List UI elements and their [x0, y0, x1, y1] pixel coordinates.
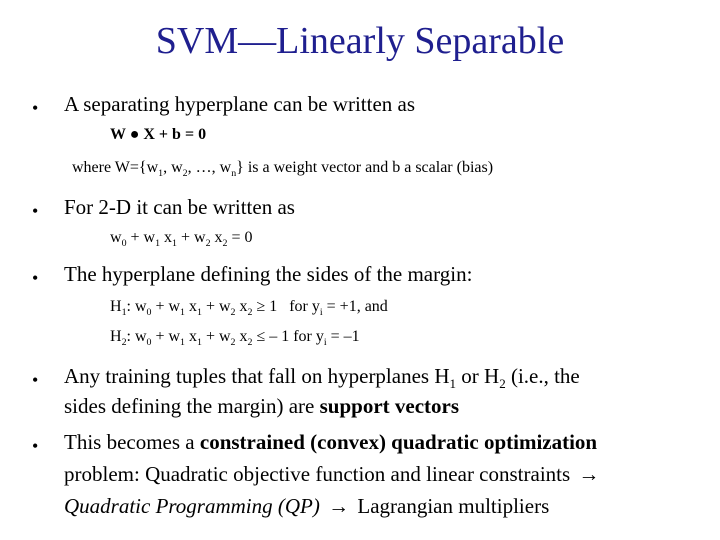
eq-term: x — [185, 298, 197, 315]
eq-subscript: 2 — [121, 337, 127, 349]
bullet-1-text: A separating hyperplane can be written as — [64, 92, 416, 116]
eq-subscript: 2 — [247, 307, 253, 319]
bullet-4-line-1: Any training tuples that fall on hyperplanes $H_1$ or $H_2$ (i.e., the — [64, 364, 580, 392]
qp-term: Quadratic Programming (QP) — [64, 494, 320, 518]
slide-title: SVM—Linearly Separable — [155, 20, 565, 62]
eq-term: ≥ 1 for y — [252, 298, 320, 315]
eq-subscript: 2 — [247, 337, 253, 349]
eq-subscript: 2 — [230, 307, 236, 319]
eq-term: x — [235, 298, 248, 315]
bullet-2-dot: • — [32, 201, 39, 221]
eq-subscript: i — [323, 337, 327, 349]
eq-subscript: 0 — [146, 337, 152, 349]
eq-subscript: 1 — [180, 307, 185, 319]
bullet-5-line-2: problem: Quadratic objective function and linear constraints → — [64, 462, 600, 486]
2d-equation — [110, 229, 253, 250]
bullet-4-dot: • — [32, 370, 39, 390]
constrained-qp-term: constrained (convex) quadratic optimization — [199, 430, 598, 454]
eq-term: x — [235, 328, 248, 345]
eq-term: + w — [201, 298, 231, 315]
eq-term: : w — [126, 328, 147, 345]
eq-subscript: 2 — [222, 238, 228, 250]
eq-subscript: 1 — [197, 337, 202, 349]
eq-term: x — [160, 229, 173, 246]
bullet-4-line-2: sides defining the margin) are support vectors — [64, 394, 460, 418]
eq-subscript: 1 — [197, 307, 202, 319]
eq-term: + w — [151, 328, 181, 345]
eq-subscript: 1 — [155, 238, 161, 250]
eq-subscript: 1 — [180, 337, 185, 349]
eq-term: = 0 — [227, 229, 253, 246]
eq-term: x — [185, 328, 197, 345]
support-vectors-term: support vectors — [319, 394, 460, 418]
bullet-5-dot: • — [32, 436, 39, 456]
eq-term: : w — [126, 298, 147, 315]
hyperplane-equation: W ● X + b = 0 — [110, 126, 207, 143]
eq-subscript: 1 — [121, 307, 127, 319]
eq-subscript: 2 — [230, 337, 236, 349]
eq-term: w — [110, 229, 122, 246]
eq-term: H — [110, 328, 122, 345]
eq-term: x — [210, 229, 223, 246]
weight-vector-definition: where $W=\{w_1$, $w_2$, …, $w_n$} is a weight vector and b a scalar (bias) — [72, 159, 494, 180]
eq-subscript: i — [319, 307, 323, 319]
h2-equation — [110, 328, 360, 349]
eq-subscript: 0 — [121, 238, 127, 250]
eq-term: ≤ – 1 for y — [252, 328, 324, 345]
bullet-1-dot: • — [32, 98, 39, 118]
h1-equation — [110, 298, 388, 319]
eq-subscript: 1 — [172, 238, 177, 250]
bullet-3-dot: • — [32, 268, 39, 288]
eq-term: + w — [151, 298, 181, 315]
right-arrow-icon: → — [328, 494, 350, 518]
bullet-3-text: The hyperplane defining the sides of the margin: — [64, 262, 473, 286]
eq-term: = +1, and — [322, 298, 388, 315]
eq-term: + w — [126, 229, 156, 246]
right-arrow-icon: → — [578, 462, 600, 486]
bullet-2-text: For 2-D it can be written as — [64, 195, 295, 219]
eq-subscript: 0 — [146, 307, 152, 319]
eq-subscript: 2 — [205, 238, 211, 250]
bullet-5-line-3: Quadratic Programming (QP) → Lagrangian multipliers — [64, 494, 550, 518]
eq-term: = –1 — [326, 328, 360, 345]
bullet-5-line-1: This becomes a constrained (convex) quadratic optimization — [64, 430, 598, 454]
eq-term: + w — [177, 229, 206, 246]
eq-term: H — [110, 298, 122, 315]
eq-term: + w — [201, 328, 231, 345]
